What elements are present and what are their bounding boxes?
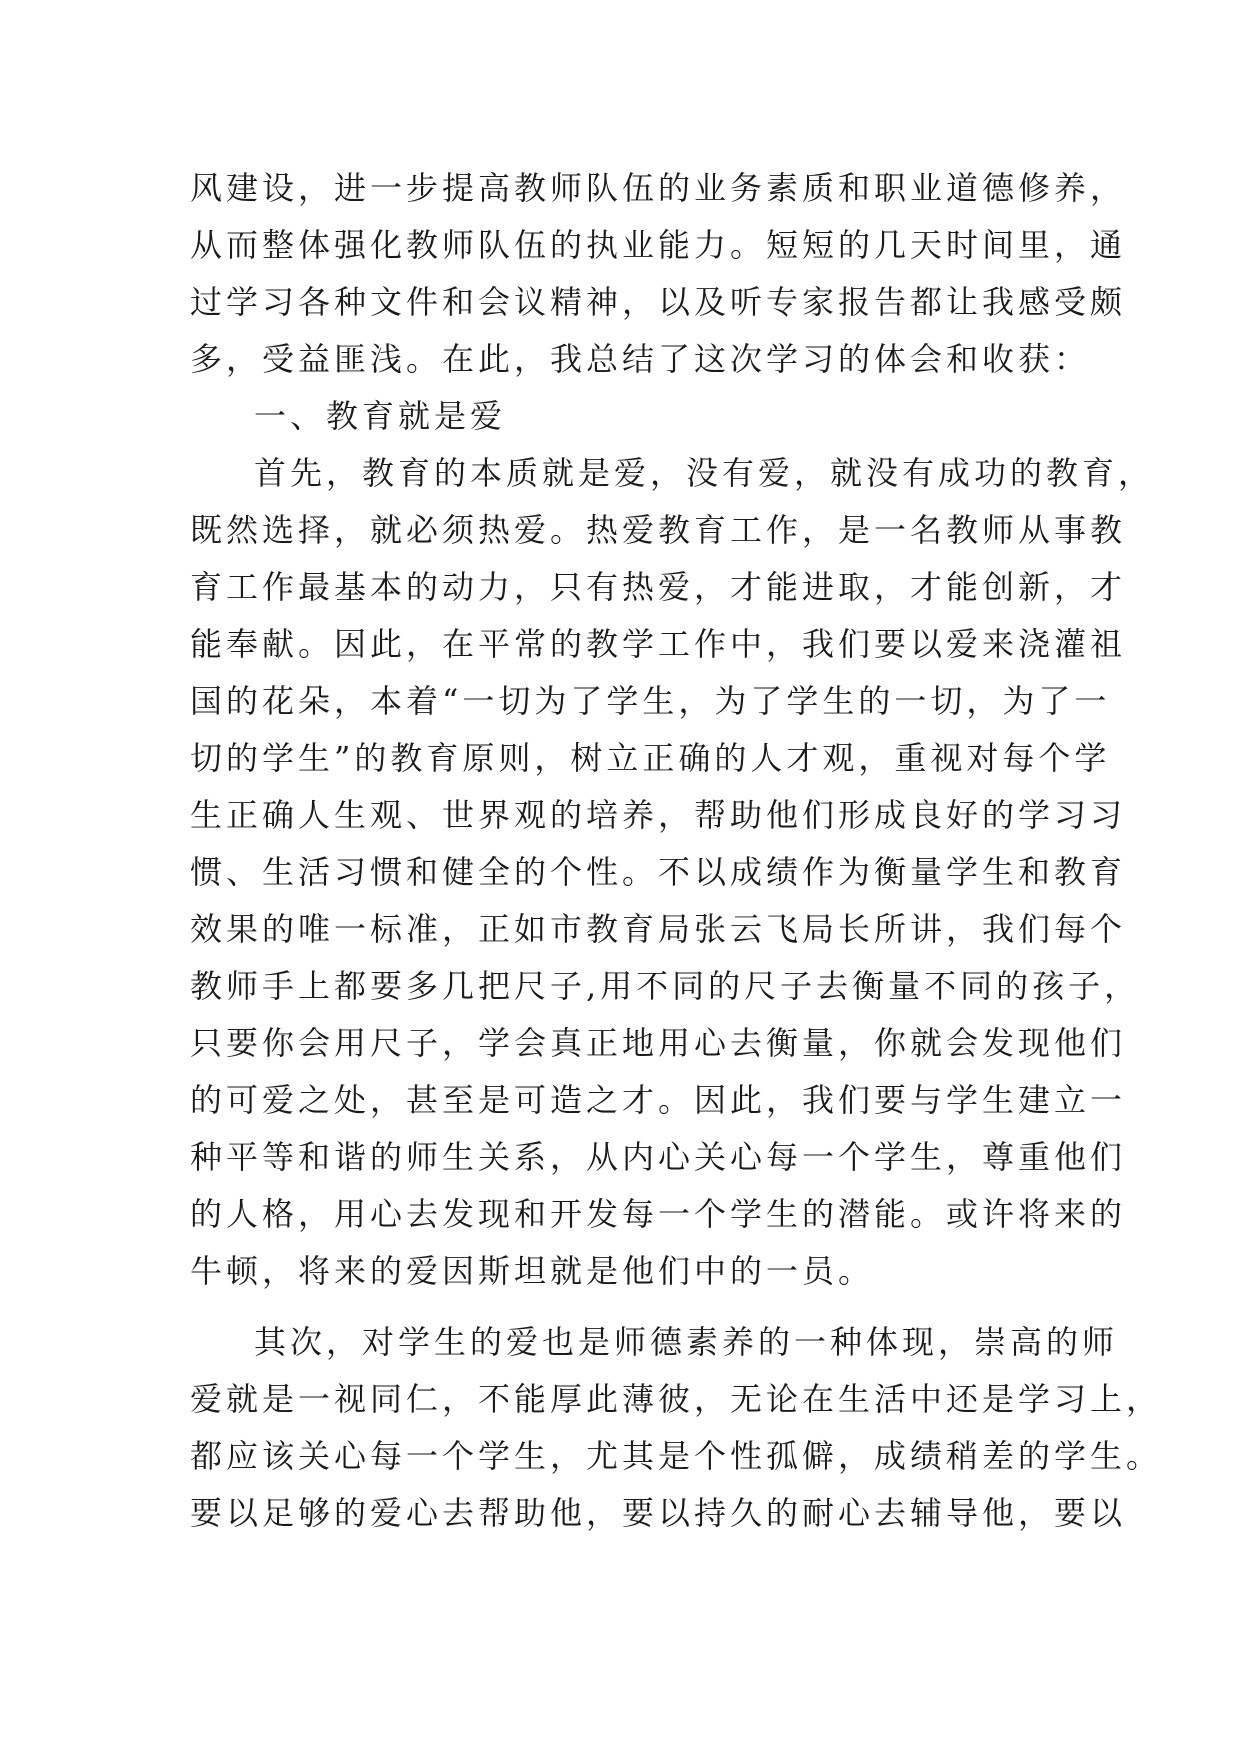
text-line: 过学习各种文件和会议精神，以及听专家报告都让我感受颇	[190, 283, 1127, 321]
text-line: 效果的唯一标准，正如市教育局张云飞局长所讲，我们每个	[190, 910, 1127, 948]
text-line: 的人格，用心去发现和开发每一个学生的潜能。或许将来的	[190, 1195, 1127, 1233]
text-line: 能奉献。因此，在平常的教学工作中，我们要以爱来浇灌祖	[190, 625, 1127, 663]
body-text	[190, 160, 1163, 1542]
text-line: 教师手上都要多几把尺子,用不同的尺子去衡量不同的孩子，	[190, 967, 1141, 1005]
paragraph-first-line: 首先，教育的本质就是爱，没有爱，就没有成功的教育，	[254, 454, 1155, 492]
text-line: 种平等和谐的师生关系，从内心关心每一个学生，尊重他们	[190, 1138, 1127, 1176]
text-line: 惯、生活习惯和健全的个性。不以成绩作为衡量学生和教育	[190, 853, 1127, 891]
text-line: 要以足够的爱心去帮助他，要以持久的耐心去辅导他，要以	[190, 1494, 1127, 1532]
text-line: 只要你会用尺子，学会真正地用心去衡量，你就会发现他们	[190, 1024, 1127, 1062]
text-line: 都应该关心每一个学生，尤其是个性孤僻，成绩稍差的学生。	[190, 1437, 1163, 1475]
text-line: 风建设，进一步提高教师队伍的业务素质和职业道德修养，	[190, 169, 1127, 207]
text-line: 爱就是一视同仁，不能厚此薄彼，无论在生活中还是学习上，	[190, 1380, 1163, 1418]
text-line: 的可爱之处，甚至是可造之才。因此，我们要与学生建立一	[190, 1081, 1127, 1119]
text-line: 从而整体强化教师队伍的执业能力。短短的几天时间里，通	[190, 226, 1127, 264]
text-line: 既然选择，就必须热爱。热爱教育工作，是一名教师从事教	[190, 511, 1127, 549]
paragraph-first-line: 其次，对学生的爱也是师德素养的一种体现，崇高的师	[254, 1323, 1119, 1361]
text-line: 生正确人生观、世界观的培养，帮助他们形成良好的学习习	[190, 796, 1127, 834]
text-line: 国的花朵，本着“一切为了学生，为了学生的一切，为了一	[190, 682, 1111, 720]
text-line: 多，受益匪浅。在此，我总结了这次学习的体会和收获：	[190, 340, 1091, 378]
text-line: 育工作最基本的动力，只有热爱，才能进取，才能创新，才	[190, 568, 1127, 606]
section-heading: 一、教育就是爱	[254, 397, 507, 435]
text-line: 牛顿，将来的爱因斯坦就是他们中的一员。	[190, 1252, 875, 1290]
text-line: 切的学生”的教育原则，树立正确的人才观，重视对每个学	[190, 739, 1111, 777]
